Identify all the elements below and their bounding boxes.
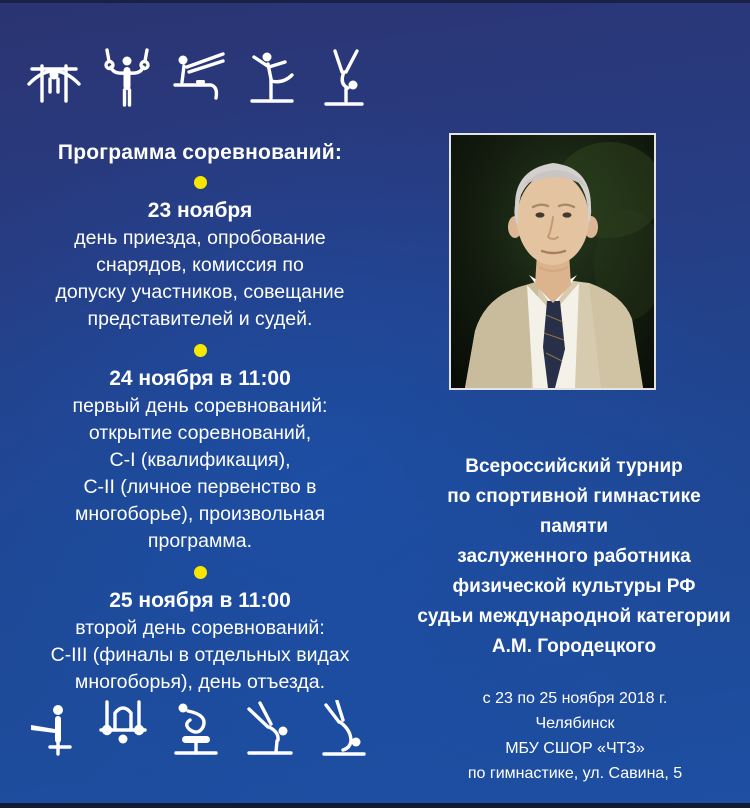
text-line: многоборья), день отъезда. [74,671,326,693]
text-line: физической культуры РФ [452,576,696,597]
text-line: открытие соревнований, [88,422,312,444]
text-line: судьи международной категории [417,606,731,627]
tumbling-icon [314,700,370,760]
text-line: заслуженного работника [457,546,691,567]
day-1-date: 23 ноября [147,199,253,222]
text-line: Всероссийский турнир [465,456,683,477]
portrait-illustration [451,135,654,388]
text-line: МБУ СШОР «ЧТЗ» [505,740,645,757]
text-line: второй день соревнований: [75,617,325,639]
text-line: C-III (финалы в отдельных видах [50,644,350,666]
vault-handspring-icon [241,700,297,760]
memorial-title [405,452,743,662]
bullet-dot-icon [194,176,207,189]
parallel-bars-icon [22,700,78,760]
day-2-details [5,393,395,555]
text-line: А.М. Городецкого [491,636,657,657]
text-line: по спортивной гимнастике [447,486,701,507]
day-1-details [5,225,395,333]
memorial-portrait-photo [449,133,656,390]
program-section [5,141,395,696]
text-line: программа. [147,530,253,552]
gymnastics-icons-bottom-row [22,696,370,760]
text-line: многоборье), произвольная [74,503,326,525]
rings-hang-icon [95,700,151,760]
bullet-dot-icon [194,566,207,579]
horizontal-bar-icon [26,48,82,108]
day-3-date: 25 ноября в 11:00 [109,589,291,612]
text-line: представителей и судей. [87,308,313,330]
rings-icon [99,48,155,108]
pommel-horse-icon [168,700,224,760]
text-line: Челябинск [535,715,615,732]
floor-exercise-icon [316,48,372,108]
text-line: памяти [539,516,609,537]
text-line: по гимнастике, ул. Савина, 5 [467,765,683,782]
balance-beam-icon [244,48,300,108]
bullet-dot-icon [194,344,207,357]
text-line: C-I (квалификация), [109,449,291,471]
event-info [418,686,732,786]
day-3-details [5,615,395,696]
text-line: первый день соревнований: [72,395,328,417]
text-line: снарядов, комиссия по [96,254,304,276]
gymnastics-icons-top-row [26,46,372,108]
text-line: день приезда, опробование [74,227,326,249]
program-heading: Программа соревнований: [57,141,343,164]
text-line: C-II (личное первенство в [83,476,317,498]
text-line: с 23 по 25 ноября 2018 г. [482,690,668,707]
vault-icon [171,48,227,108]
text-line: допуску участников, совещание [55,281,345,303]
day-2-date: 24 ноября в 11:00 [109,367,291,390]
